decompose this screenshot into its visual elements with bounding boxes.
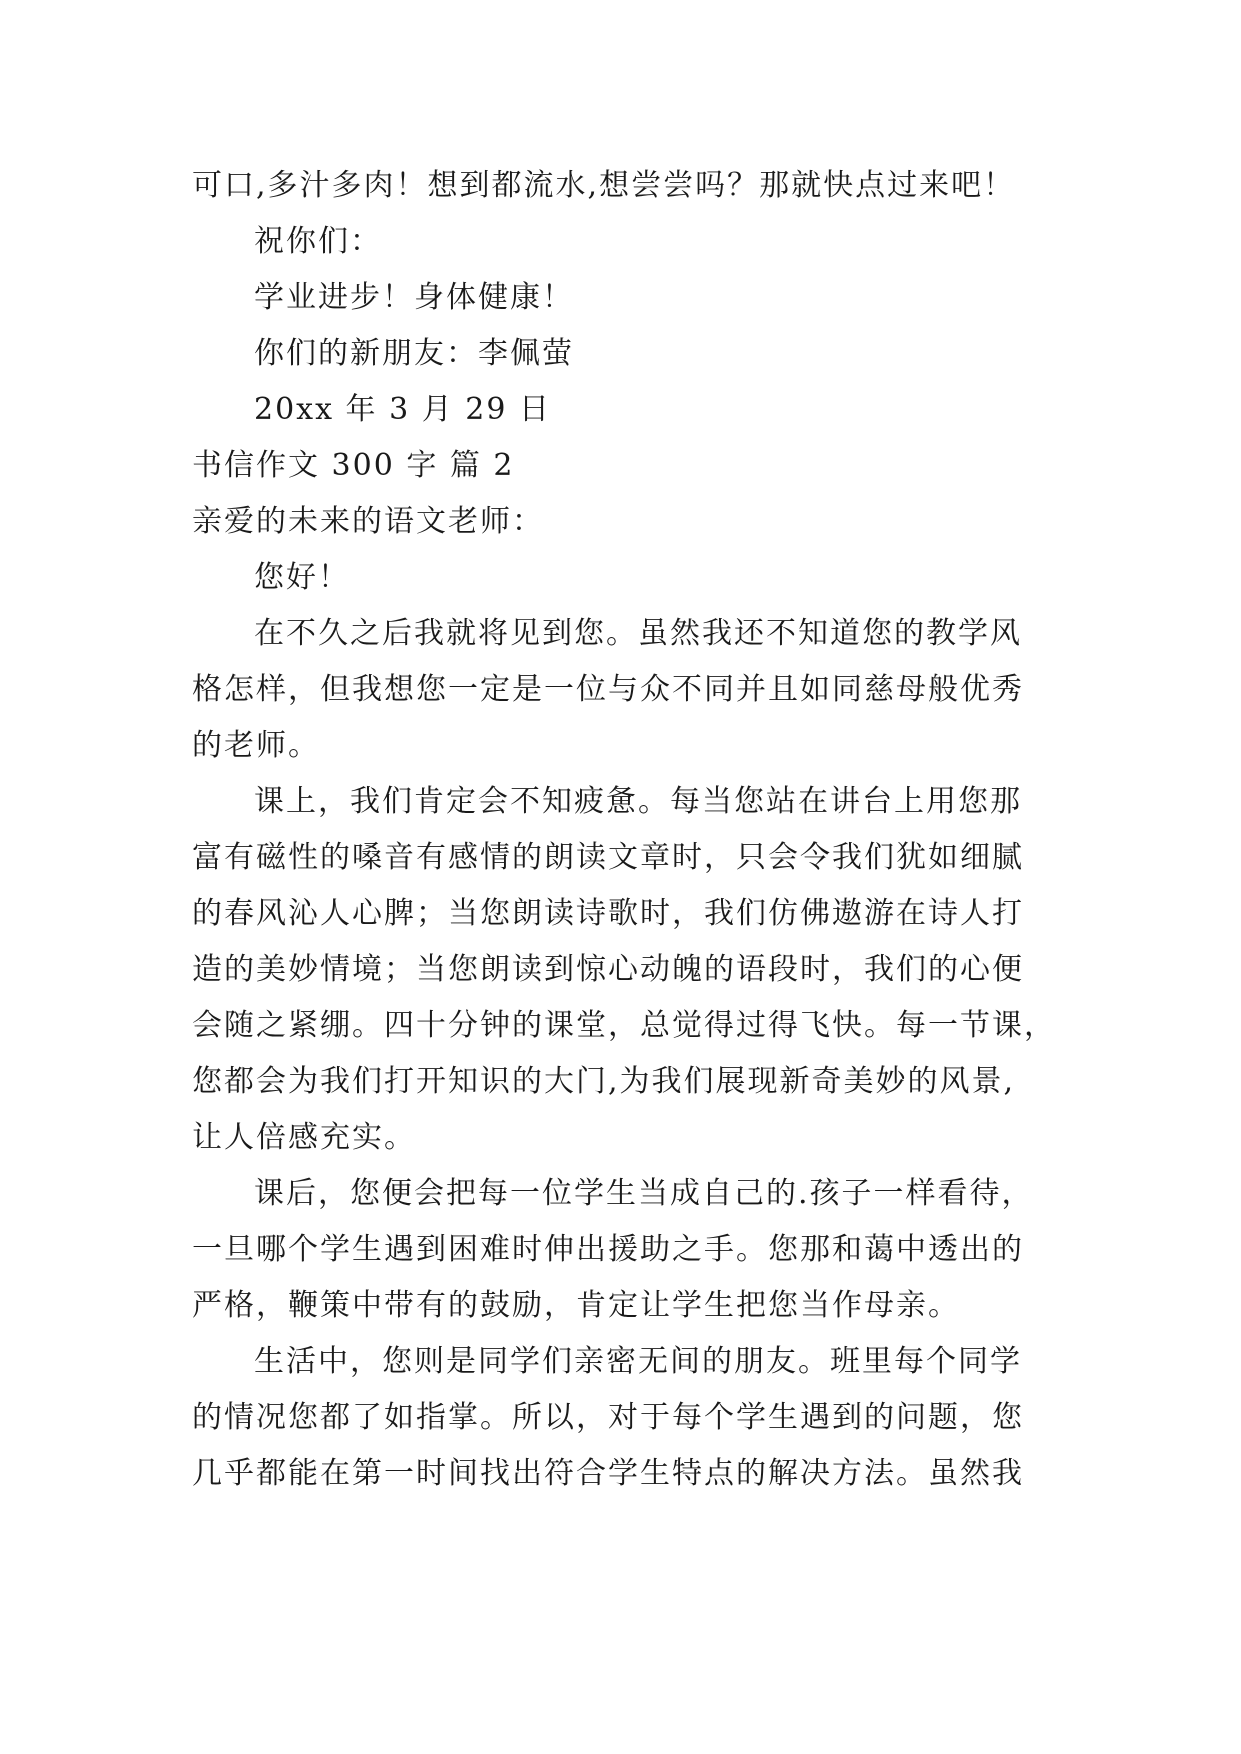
text-line: 让人倍感充实。 [192, 1120, 416, 1155]
text-line: 格怎样，但我想您一定是一位与众不同并且如同慈母般优秀 [192, 672, 1024, 707]
text-line: 一旦哪个学生遇到困难时伸出援助之手。您那和蔼中透出的 [192, 1232, 1024, 1267]
text-line: 富有磁性的嗓音有感情的朗读文章时，只会令我们犹如细腻 [192, 840, 1024, 875]
text-line: 严格，鞭策中带有的鼓励，肯定让学生把您当作母亲。 [192, 1288, 960, 1323]
text-line: 的老师。 [192, 728, 320, 763]
text-line: 的春风沁人心脾；当您朗读诗歌时，我们仿佛遨游在诗人打 [192, 896, 1024, 931]
text-line: 您都会为我们打开知识的大门,为我们展现新奇美妙的风景, [192, 1064, 1016, 1099]
text-line: 造的美妙情境；当您朗读到惊心动魄的语段时，我们的心便 [192, 952, 1024, 987]
text-line: 学业进步！身体健康！ [254, 280, 574, 315]
salutation: 亲爱的未来的语文老师： [192, 504, 544, 539]
text-line: 课后，您便会把每一位学生当成自己的.孩子一样看待， [254, 1176, 1034, 1211]
text-line: 生活中，您则是同学们亲密无间的朋友。班里每个同学 [254, 1344, 1022, 1379]
signature-line: 你们的新朋友：李佩萤 [254, 336, 574, 371]
text-line: 课上，我们肯定会不知疲惫。每当您站在讲台上用您那 [254, 784, 1022, 819]
text-line: 会随之紧绷。四十分钟的课堂，总觉得过得飞快。每一节课， [192, 1008, 1056, 1043]
text-line: 可口,多汁多肉！想到都流水,想尝尝吗？那就快点过来吧！ [192, 168, 1016, 203]
text-line: 祝你们： [254, 224, 382, 259]
text-line: 几乎都能在第一时间找出符合学生特点的解决方法。虽然我 [192, 1456, 1024, 1491]
section-title: 书信作文 300 字 篇 2 [192, 448, 515, 483]
text-line: 在不久之后我就将见到您。虽然我还不知道您的教学风 [254, 616, 1022, 651]
date-line: 20xx 年 3 月 29 日 [254, 392, 551, 427]
greeting: 您好！ [254, 560, 350, 595]
text-line: 的情况您都了如指掌。所以，对于每个学生遇到的问题，您 [192, 1400, 1024, 1435]
